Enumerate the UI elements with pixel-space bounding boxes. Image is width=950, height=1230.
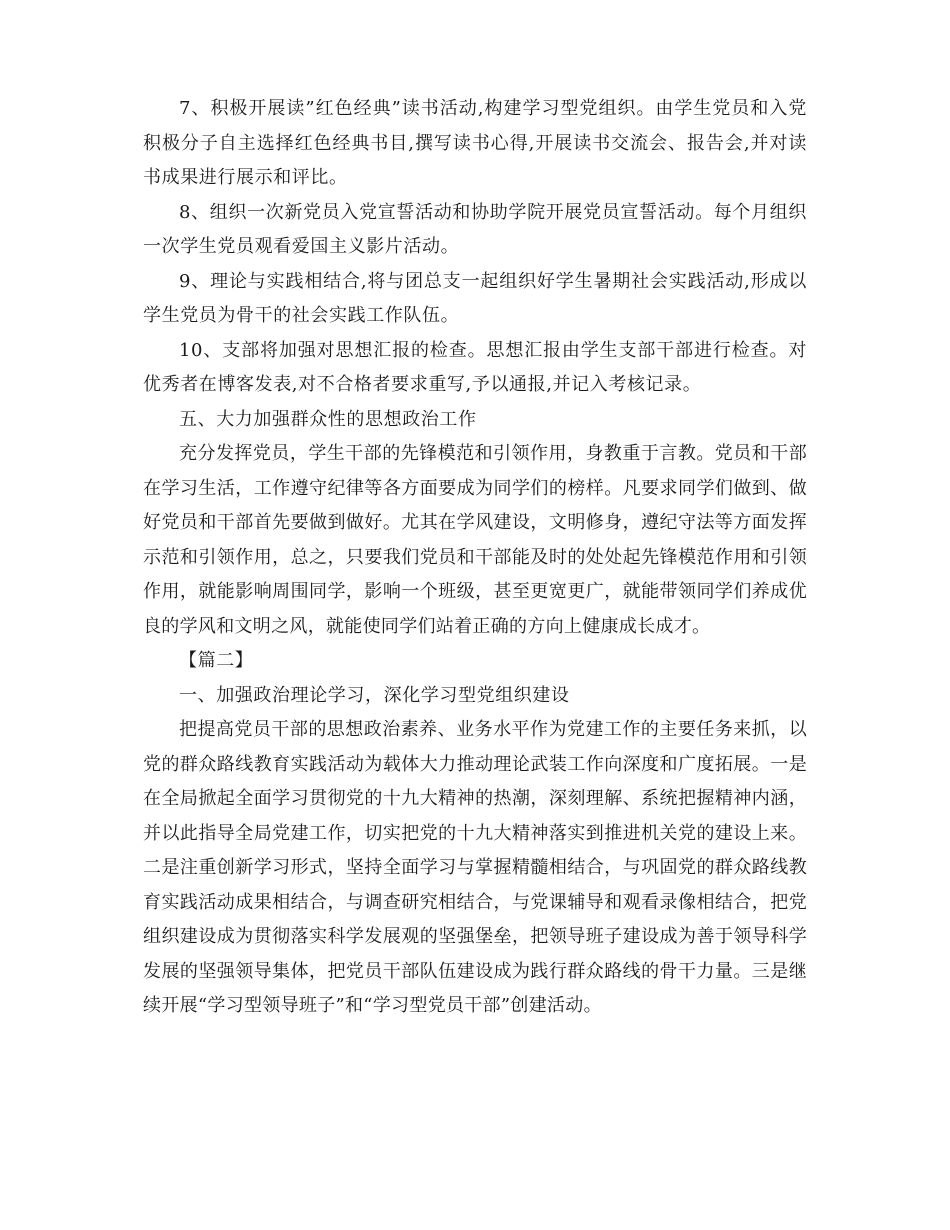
part-2-section-1-title: 一、加强政治理论学习，深化学习型党组织建设 xyxy=(179,684,570,706)
paragraph-item-9: 9、理论与实践相结合,将与团总支一起组织好学生暑期社会实践活动,形成以学生党员为骨干的社会实践工作队伍。 xyxy=(143,270,807,326)
paragraph-item-10: 10、支部将加强对思想汇报的检查。思想汇报由学生支部干部进行检查。对优秀者在博客发表,对不合格者要求重写,予以通报,并记入考核记录。 xyxy=(143,339,807,395)
document-body xyxy=(143,92,807,1024)
part-2-label: 【篇二】 xyxy=(179,650,254,671)
paragraph-item-7: 7、积极开展读”红色经典”读书活动,构建学习型党组织。由学生党员和入党积极分子自主选择红色经典书目,撰写读书心得,开展读书交流会、报告会,并对读书成果进行展示和评比。 xyxy=(143,98,807,188)
part-2-section-1-body: 把提高党员干部的思想政治素养、业务水平作为党建工作的主要任务来抓，以党的群众路线教育实践活动为载体大力推动理论武装工作向深度和广度拓展。一是在全局掀起全面学习贯彻党的十九大精神的热潮，深刻理解、系统把握精神内涵，并以此指导全局党建工作，切实把党的十九大精神落实到推进机关党的建设上来。二是注重创新学习形式，坚持全面学习与掌握精髓相结合，与巩固党的群众路线教育实践活动成果相结合，与调查研究相结合，与党课辅导和观看录像相结合，把党组织建设成为贯彻落实科学发展观的坚强堡垒，把领导班子建设成为善于领导科学发展的坚强领导集体，把党员干部队伍建设成为践行群众路线的骨干力量。三是继续开展“学习型领导班子”和“学习型党员干部”创建活动。 xyxy=(143,719,807,1016)
section-5-body: 充分发挥党员，学生干部的先锋模范和引领作用，身教重于言教。党员和干部在学习生活，工作遵守纪律等各方面要成为同学们的榜样。凡要求同学们做到、做好党员和干部首先要做到做好。尤其在学风建设，文明修身，遵纪守法等方面发挥示范和引领作用，总之，只要我们党员和干部能及时的处处起先锋模范作用和引领作用，就能影响周围同学，影响一个班级，甚至更宽更广，就能带领同学们养成优良的学风和文明之风，就能使同学们站着正确的方向上健康成长成才。 xyxy=(143,443,807,637)
paragraph-item-8: 8、组织一次新党员入党宣誓活动和协助学院开展党员宣誓活动。每个月组织一次学生党员观看爱国主义影片活动。 xyxy=(143,201,807,257)
section-5-title: 五、大力加强群众性的思想政治工作 xyxy=(179,408,477,430)
